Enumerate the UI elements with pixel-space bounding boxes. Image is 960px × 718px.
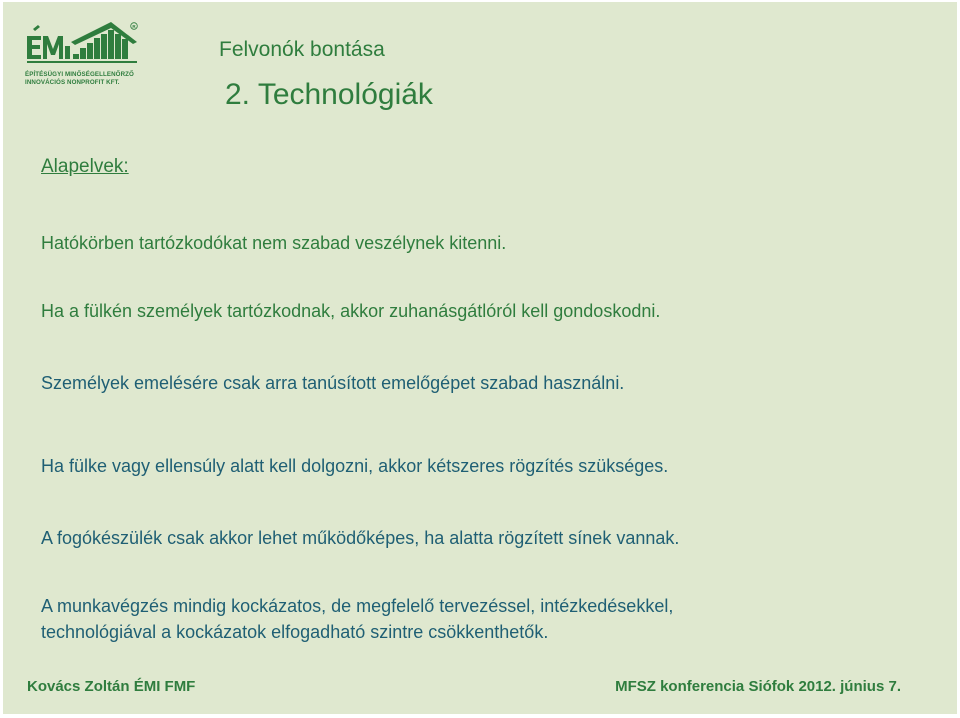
slide — [3, 2, 957, 714]
logo-line-1: ÉPÍTÉSÜGYI MINŐSÉGELLENŐRZŐ — [25, 71, 134, 78]
principle-2: Ha a fülkén személyek tartózkodnak, akkor zuhanásgátlóról kell gondoskodni. — [41, 301, 661, 321]
principle-3: Személyek emelésére csak arra tanúsított emelőgépet szabad használni. — [41, 373, 625, 393]
footer-author: Kovács Zoltán ÉMI FMF — [27, 678, 196, 695]
presentation-topic: Felvonók bontása — [219, 38, 385, 61]
footer-event: MFSZ konferencia Siófok 2012. június 7. — [615, 678, 901, 695]
section-label: Alapelvek: — [41, 156, 129, 177]
slide-title: 2. Technológiák — [225, 78, 433, 111]
svg-text:R: R — [132, 24, 136, 29]
principle-6-line-1: A munkavégzés mindig kockázatos, de megfelelő tervezéssel, intézkedésekkel, — [41, 596, 674, 616]
logo-caption — [25, 71, 134, 86]
principle-6-line-2: technológiával a kockázatok elfogadható szintre csökkenthetők. — [41, 622, 549, 642]
emi-logo — [25, 20, 143, 90]
principle-5: A fogókészülék csak akkor lehet működőképes, ha alatta rögzített sínek vannak. — [41, 528, 680, 548]
logo-line-2: INNOVÁCIÓS NONPROFIT KFT. — [25, 78, 120, 86]
emi-logo-mark — [25, 20, 143, 70]
principle-1: Hatókörben tartózkodókat nem szabad veszélynek kitenni. — [41, 233, 507, 253]
principle-4: Ha fülke vagy ellensúly alatt kell dolgozni, akkor kétszeres rögzítés szükséges. — [41, 456, 669, 476]
